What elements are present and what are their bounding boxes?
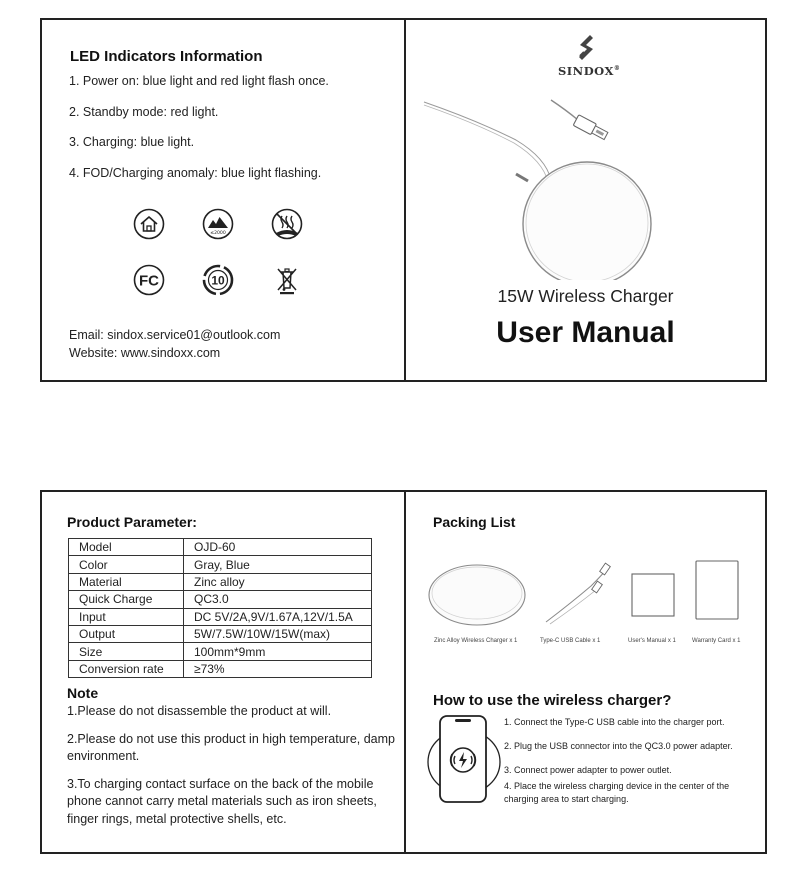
manual-title: User Manual (496, 316, 675, 349)
altitude-2000m-icon (202, 208, 234, 240)
param-name: Color (69, 556, 184, 573)
parameter-panel (42, 492, 404, 852)
charger-pad-icon (429, 565, 525, 625)
parameter-title: Product Parameter: (67, 514, 197, 530)
weee-crossed-bin-icon (271, 264, 303, 296)
packing-caption: Zinc Alloy Wireless Charger x 1 (434, 638, 518, 644)
note-item: 1.Please do not disassemble the product at will. (67, 704, 332, 718)
param-name: Input (69, 608, 184, 625)
param-name: Quick Charge (69, 591, 184, 608)
param-name: Material (69, 573, 184, 590)
cover-panel (406, 20, 765, 380)
howto-step: 1. Connect the Type-C USB cable into the charger port. (504, 717, 725, 727)
param-value: OJD-60 (184, 539, 372, 556)
table-row (69, 556, 372, 573)
altitude-label: ≤2000 (210, 231, 226, 236)
table-row (69, 608, 372, 625)
led-list (69, 74, 329, 196)
param-value: 100mm*9mm (184, 643, 372, 660)
note-list (67, 703, 397, 838)
note-item: 3.To charging contact surface on the back of the mobile phone cannot carry metal materials such as iron sheets, finger rings, metal protective shells, etc. (67, 776, 377, 826)
howto-step: 2. Plug the USB connector into the QC3.0 power adapter. (504, 741, 733, 751)
10-year-epup-icon (202, 264, 234, 296)
table-row (69, 591, 372, 608)
led-item: 1. Power on: blue light and red light flash once. (69, 74, 329, 88)
packing-caption: Warranty Card x 1 (692, 638, 741, 644)
howto-step: 3. Connect power adapter to power outlet. (504, 765, 672, 775)
wireless-charger-illustration (406, 80, 767, 280)
led-item: 4. FOD/Charging anomaly: blue light flashing. (69, 165, 322, 180)
led-item: 2. Standby mode: red light. (69, 104, 219, 119)
param-name: Model (69, 539, 184, 556)
param-value: ≥73% (184, 660, 372, 677)
contact-website: Website: www.sindoxx.com (69, 346, 221, 360)
packing-caption: User's Manual x 1 (628, 638, 676, 644)
howto-title: How to use the wireless charger? (433, 692, 672, 709)
phone-on-charger-illustration (426, 714, 502, 806)
param-value: QC3.0 (184, 591, 372, 608)
indoor-use-house-icon (133, 208, 165, 240)
table-row (69, 573, 372, 590)
packing-panel (406, 492, 765, 852)
packing-items-illustration (406, 558, 767, 636)
manual-sheet-top (40, 18, 767, 382)
packing-caption: Type-C USB Cable x 1 (540, 638, 601, 644)
note-item: 2.Please do not use this product in high temperature, damp environment. (67, 731, 395, 763)
param-value: DC 5V/2A,9V/1.67A,12V/1.5A (184, 608, 372, 625)
led-item: 3. Charging: blue light. (69, 135, 195, 149)
param-name: Conversion rate (69, 660, 184, 677)
manual-sheet-bottom (40, 490, 767, 854)
led-title: LED Indicators Information (70, 48, 263, 65)
param-value: 5W/7.5W/10W/15W(max) (184, 625, 372, 642)
epup-label: 10 (211, 273, 225, 288)
fcc-mark-icon (133, 264, 165, 296)
sindox-logo-icon (576, 34, 598, 64)
param-value: Zinc alloy (184, 573, 372, 590)
users-manual-icon (632, 574, 674, 616)
param-value: Gray, Blue (184, 556, 372, 573)
no-humidity-icon (271, 208, 303, 240)
table-row (69, 625, 372, 642)
table-row (69, 660, 372, 677)
product-subtitle: 15W Wireless Charger (497, 286, 674, 306)
brand-name: SINDOX® (558, 64, 621, 78)
note-title: Note (67, 685, 99, 701)
usb-cable-icon (546, 563, 610, 624)
table-row (69, 643, 372, 660)
contact-email: Email: sindox.service01@outlook.com (69, 328, 281, 342)
parameter-table (68, 538, 372, 678)
param-name: Output (69, 625, 184, 642)
table-row (69, 539, 372, 556)
warranty-card-icon (696, 561, 738, 619)
howto-step: 4. Place the wireless charging device in the center of the charging area to start charging. (504, 781, 730, 804)
led-panel (42, 20, 404, 380)
param-name: Size (69, 643, 184, 660)
packing-title: Packing List (433, 514, 516, 530)
fcc-label: FC (139, 272, 159, 290)
